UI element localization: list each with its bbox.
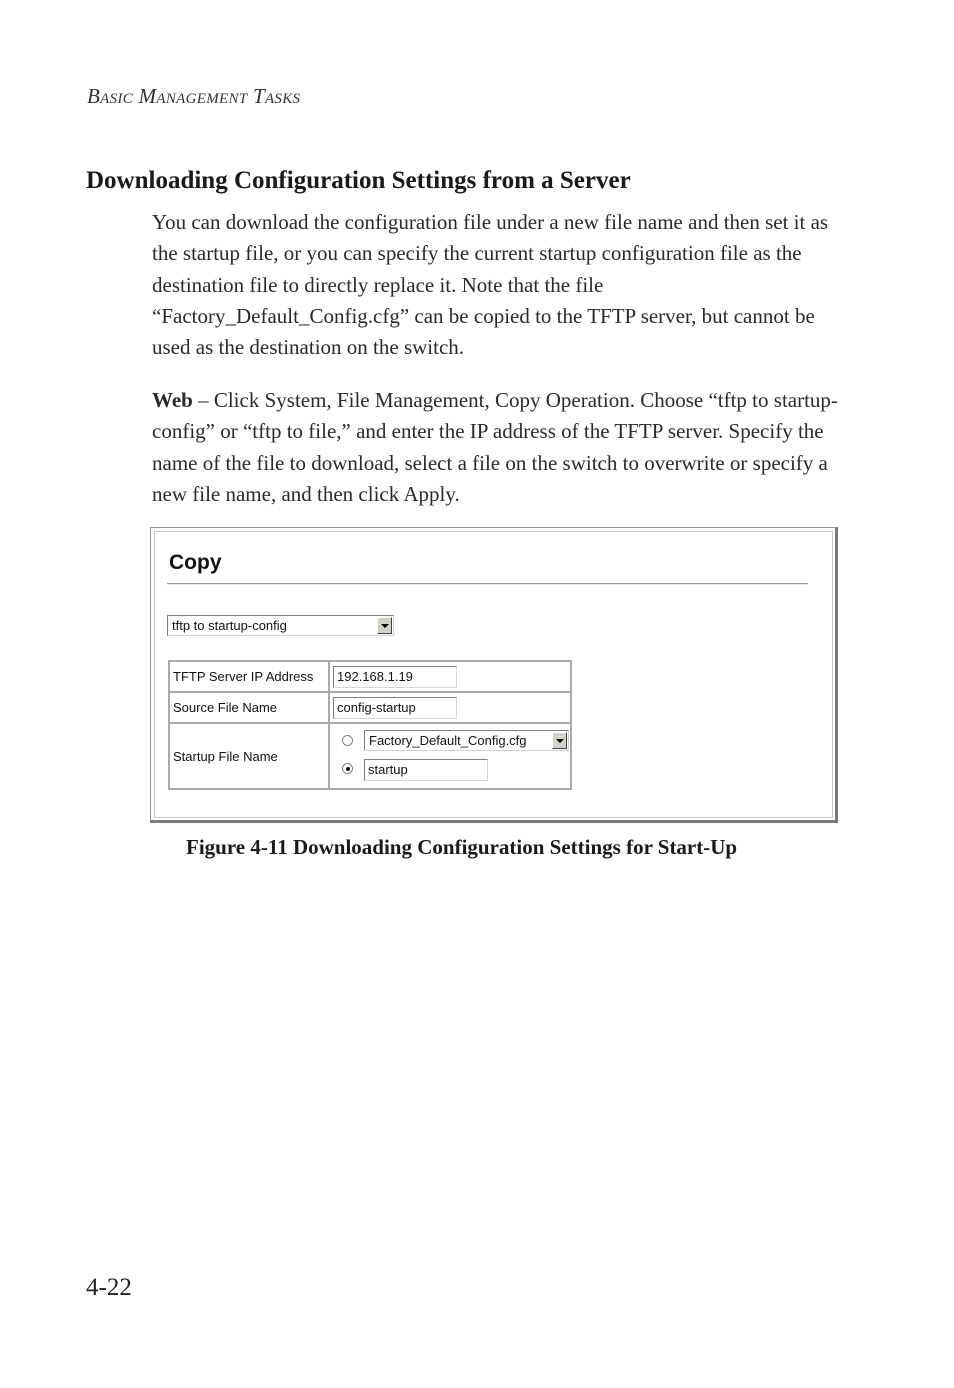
server-ip-input[interactable]: 192.168.1.19 <box>333 666 457 688</box>
startup-file-select-value: Factory_Default_Config.cfg <box>369 733 527 748</box>
copy-operation-select[interactable] <box>167 615 394 636</box>
source-file-cell <box>329 692 571 723</box>
web-instructions-paragraph <box>152 385 852 510</box>
dropdown-arrow-icon[interactable] <box>377 617 392 634</box>
startup-select-option <box>333 728 567 756</box>
dropdown-arrow-icon[interactable] <box>552 732 567 749</box>
table-row <box>169 692 571 723</box>
startup-file-select[interactable] <box>364 730 569 751</box>
copy-form-table <box>168 660 572 790</box>
startup-file-label: Startup File Name <box>169 723 329 789</box>
section-title: Downloading Configuration Settings from a Server <box>86 167 631 194</box>
web-instructions-text: – Click System, File Management, Copy Operation. Choose “tftp to startup-config” or “tftp to file,” and enter the IP address of the TFTP server. Specify the name of the file to download, select a file on the switch to overwrite or specify a new file name, and then click Apply. <box>152 388 838 506</box>
source-file-input[interactable]: config-startup <box>333 697 457 719</box>
title-divider <box>167 583 808 585</box>
server-ip-cell <box>329 661 571 692</box>
startup-text-radio[interactable] <box>342 763 353 774</box>
web-label: Web <box>152 388 193 412</box>
server-ip-label: TFTP Server IP Address <box>169 661 329 692</box>
figure-caption: Figure 4-11 Downloading Configuration Settings for Start-Up <box>186 835 738 859</box>
intro-paragraph: You can download the configuration file under a new file name and then set it as the startup file, or you can specify the current startup configuration file as the destination file to directly replace it. Note that the file “Factory_Default_Config.cfg” can be copied to the TFTP server, but cannot be used as the destination on the switch. <box>152 210 829 360</box>
copy-operation-value: tftp to startup-config <box>172 618 287 633</box>
page-number: 4-22 <box>86 1274 132 1301</box>
table-row <box>169 723 571 789</box>
table-row <box>169 661 571 692</box>
startup-select-radio[interactable] <box>342 735 353 746</box>
copy-panel <box>154 531 833 818</box>
startup-text-option <box>333 756 567 784</box>
running-head: BASIC MANAGEMENT TASKS <box>87 84 301 108</box>
copy-title: Copy <box>169 551 222 574</box>
startup-file-input[interactable]: startup <box>364 759 488 781</box>
copy-screenshot <box>150 527 838 823</box>
source-file-label: Source File Name <box>169 692 329 723</box>
startup-file-cell <box>329 723 571 789</box>
